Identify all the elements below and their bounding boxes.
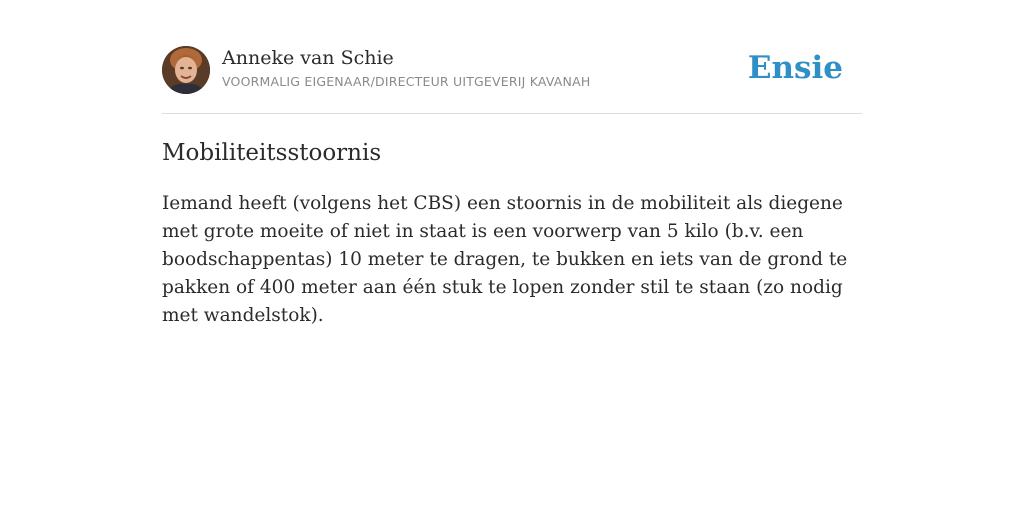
page-title: Mobiliteitsstoornis <box>162 140 382 166</box>
author-role: VOORMALIG EIGENAAR/DIRECTEUR UITGEVERIJ KAVANAH <box>222 74 591 89</box>
definition-card <box>162 46 862 330</box>
avatar-photo <box>162 46 210 94</box>
definition-text: Iemand heeft (volgens het CBS) een stoornis in de mobiliteit als diegene met grote moeite of niet in staat is een voorwerp van 5 kilo (b.v. een boodschappentas) 10 meter te dragen, te bukken en iets van de grond te pakken of 400 meter aan één stuk te lopen zonder stil te staan (zo nodig met wandelstok). <box>162 193 848 326</box>
card-header <box>162 46 862 114</box>
author-name[interactable]: Anneke van Schie <box>222 47 394 69</box>
ensie-logo[interactable]: Ensie <box>747 50 843 86</box>
avatar[interactable] <box>162 46 210 94</box>
